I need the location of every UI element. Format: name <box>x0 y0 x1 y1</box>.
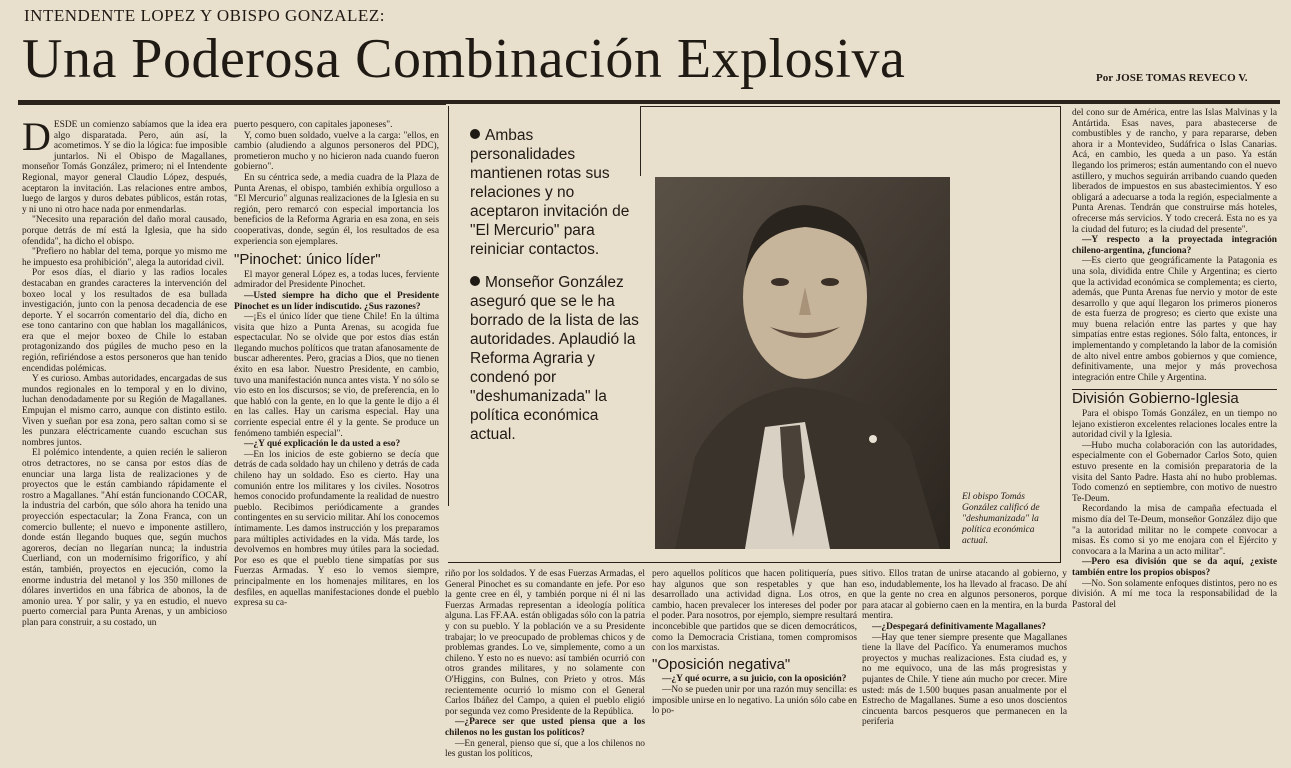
pullquote-box-right <box>640 106 641 176</box>
column-3 <box>445 569 645 765</box>
question: —¿Y qué explicación le da usted a eso? <box>244 439 401 450</box>
question: —¿Y qué ocurre, a su juicio, con la oposición? <box>662 674 847 685</box>
paragraph: —No se pueden unir por una razón muy sencilla: es imposible unirse en lo negativo. La unión sólo cabe en lo po- <box>652 684 857 717</box>
paragraph: —Hay que tener siempre presente que Magallanes tiene la llave del Pacífico. Ya enumeramos muchos proyectos y muchas realizaciones. Esta ciudad es, y no me equivoco, una de las más progresistas y pujantes de Chile. Y tiene aún mucho por crecer. Mire usted: más de 1.500 buques pasan anualmente por el Estrecho de Magallanes. Sume a eso unos doscientos cincuenta barcos pesqueros que permanecen en la periferia <box>862 632 1067 728</box>
pull-quote-text: Ambas personalidades mantienen rotas sus relaciones y no aceptaron invitación de "El Mercurio" para reiniciar contactos. <box>470 127 630 258</box>
question: —¿Despegará definitivamente Magallanes? <box>872 621 1046 632</box>
paragraph: Recordando la misa de campaña efectuada el mismo día del Te-Deum, monseñor González dijo que "a la autoridad militar no le compete convocar a misas. Es como si yo me enojara con el Ejército y convocara a la Marina a un acto militar". <box>1072 504 1277 557</box>
rule-left <box>18 104 446 105</box>
pull-quote-text: Monseñor González aseguró que se le ha borrado de la lista de las autoridades. Aplaudió la Reforma Agraria y condenó por "deshumanizada" la política económica actual. <box>470 274 639 443</box>
paragraph: —En los inicios de este gobierno se decía que detrás de cada soldado hay un chileno y detrás de cada chileno hay un soldado. Eso es cierto. Hay una comunión entre los militares y los civiles. Nosotros hemos conocido profundamente la realidad de nuestro pueblo. Recibimos periódicamente a grandes contingentes en su servicio militar. Ahí los conocemos íntimamente. Les damos instrucción y los preparamos para múltiples actividades en la vida. Más tarde, los devolvemos en hombres muy útiles para la sociedad. Por eso es que el pueblo tiene simpatías por sus Fuerzas Armadas. Y eso lo vemos siempre, principalmente en los homenajes militares, en los desfiles, en aquellas manifestaciones donde el pueblo expresa su ca- <box>234 449 439 609</box>
pull-quote <box>470 126 640 444</box>
pull-quote-item <box>470 126 640 259</box>
drop-cap: D <box>22 120 51 159</box>
paragraph: puerto pesquero, con capitales japoneses". <box>234 120 393 130</box>
question: —Pero esa división que se da aquí, ¿existe también entre los propios obispos? <box>1072 557 1277 578</box>
paragraph: —No. Son solamente enfoques distintos, pero no es división. A mí me toca la responsabilidad de la Pastoral del <box>1072 578 1277 610</box>
paragraph: En su céntrica sede, a media cuadra de la Plaza de Punta Arenas, el obispo, también exhibía orgulloso a "El Mercurio" algunas realizaciones de la Iglesia en su región, pero remarcó con especial importancia los beneficios de la Reforma Agraria en esa zona, en seis cooperativas, donde, según él, los resultados de esa experiencia son ejemplares. <box>234 172 439 247</box>
paragraph: pero aquellos políticos que hacen politiquería, pues hay algunos que son respetables y que han desarrollado una actividad digna. Los otros, en cambio, hacen prevalecer los intereses del poder por el poder. Para nosotros, por ejemplo, siempre resultará inconcebible que partidos que se dicen democráticos, como la Democracia Cristiana, tomen compromisos con los marxistas. <box>652 569 857 654</box>
pull-quote-item <box>470 273 640 444</box>
paragraph: —Hubo mucha colaboración con las autoridades, especialmente con el Gobernador Carlos Soto, quien estuvo presente en la comisión preparatoria de la visita del Santo Padre. Hasta ahí no hubo problemas. Todo comenzó en septiembre, con motivo de nuestro Te-Deum. <box>1072 440 1277 504</box>
paragraph: El mayor general López es, a todas luces, ferviente admirador del Presidente Pinochet. <box>234 269 439 291</box>
byline: Por JOSE TOMAS REVECO V. <box>1096 72 1248 84</box>
portrait-photo <box>655 177 950 549</box>
paragraph: "Prefiero no hablar del tema, porque yo mismo me he impuesto esa prohibición", alega la autoridad civil. <box>22 247 227 268</box>
paragraph: "Necesito una reparación del daño moral causado, porque detrás de mí está la Iglesia, que ha sido ofendida", ha dicho el obispo. <box>22 215 227 247</box>
paragraph: Y es curioso. Ambas autoridades, encargadas de sus mundos regionales en lo temporal y en lo divino, luchan denodadamente por su Región de Magallanes. Empujan el mismo carro, aunque con distinto estilo. Viven y sueñan por esa zona, pero saltan como si se les punzara eléctricamente cuando escuchan sus nombres juntos. <box>22 374 227 448</box>
photo-box-bottom <box>448 562 1061 563</box>
photo-caption: El obispo Tomás González calificó de "deshumanizada" la política económica actual. <box>962 492 1040 546</box>
photo-box-right <box>1060 106 1061 562</box>
column-1 <box>22 120 227 765</box>
bullet-icon <box>470 276 480 286</box>
subhead-division: División Gobierno-Iglesia <box>1072 390 1239 408</box>
headline: Una Poderosa Combinación Explosiva <box>22 28 906 90</box>
column-5 <box>862 569 1067 765</box>
question: —Usted siempre ha dicho que el Presidente Pinochet es un líder indiscutido. ¿Sus razones? <box>234 290 439 312</box>
bullet-icon <box>470 129 480 139</box>
subhead-oposicion: "Oposición negativa" <box>652 655 791 673</box>
column-4 <box>652 569 857 765</box>
question: —Y respecto a la proyectada integración chileno-argentina, ¿funciona? <box>1072 235 1277 256</box>
paragraph: Y, como buen soldado, vuelve a la carga: "ellos, en cambio (aludiendo a algunos personeros del PDC), prometieron mucho y no hicieron nada cuando fueron gobierno". <box>234 130 439 173</box>
column-6 <box>1072 108 1277 765</box>
photo-box-top <box>640 106 1060 107</box>
paragraph: Por esos días, el diario y las radios locales destacaban en grandes caracteres la intervención del boxeo local y los resultados de esa bullada investigación, junto con la penosa decadencia de ese deporte. Y el socarrón comentario del día, dicho en ese tono cantarino con que hablan los magallánicos, era que el mejor boxeo de Chile lo estaban protagonizando dos púgiles de mucho peso en la región, refiriéndose a estos personeros que han tenido encendidas polémicas. <box>22 268 227 374</box>
paragraph: sitivo. Ellos tratan de unirse atacando al gobierno, y eso, indudablemente, los ha llevado al fracaso. De ahí que la gente no crea en algunos personeros, porque para atacar al gobierno caen en la mentira, en la burda mentira. <box>862 569 1067 622</box>
paragraph: El polémico intendente, a quien recién le salieron otros detractores, no se cansa por estos días de enunciar una larga lista de realizaciones y de proyectos que le están cambiando rápidamente el rostro a Magallanes. "Ahí están funcionando COCAR, la industria del carbón, que sólo ahora ha tenido una proyección espectacular; la Zona Franca, con un comercio bullente; el nuevo e imponente astillero, donde están llegando buques que, según muchos agoreros, decían no llegarían nunca; la industria Cuerliand, con un modernísimo frigorífico, y ahí están, también, proyectos en ejecución, como la enorme industria del metanol y los 350 millones de dólares invertidos en una fábrica de abonos, la de amonio urea. Y por salir, y ya en estudio, el nuevo puerto comercial para Punta Arenas, y un ambicioso plan para construir, a su costado, un <box>22 448 227 628</box>
paragraph: —En general, pienso que sí, que a los chilenos no les gustan los políticos, <box>445 738 645 760</box>
paragraph: ESDE un comienzo sabíamos que la idea era algo disparatada. Pero, aún así, la acometimos. Y se dio la lógica: fue imposible juntarlos. Ni el Obispo de Magallanes, monseñor Tomás González, primero; ni el Intendente Regional, mayor general Claudio López, después, aceptaron la invitación. Las relaciones entre ambos, luego de largos y duros debates públicos, están rotas, y ni uno ni otro hace nada por enmendarlas. <box>22 120 227 215</box>
question: —¿Parece ser que usted piensa que a los chilenos no les gustan los políticos? <box>445 717 645 738</box>
portrait-illustration <box>655 177 950 549</box>
paragraph: —¡Es el único líder que tiene Chile! En la última visita que hizo a Punta Arenas, su acogida fue espectacular. No se olvide que por estos días están llegando muchos políticos que tratan afanosamente de buscar adherentes. Pero, gracias a Dios, que no tienen éxito en esa labor. Nuestro Presidente, en cambio, tuvo una manifestación nunca antes vista. Y no sólo se vio esto en los discursos; se vio, de preferencia, en lo que habló con la gente, en lo que la gente le dijo a él en las calles. Hay un carisma especial. Hay una corriente especial entre él y la gente. Se produce un fenómeno también especial". <box>234 312 439 439</box>
subhead-pinochet: "Pinochet: único líder" <box>234 251 381 269</box>
paragraph: riño por los soldados. Y de esas Fuerzas Armadas, el General Pinochet es su comandante en jefe. Por eso la gente cree en él, y también porque ni él ni las Fuerzas Armadas representan a ideología política alguna. Las FF.AA. están obligadas sólo con la patria y con su pueblo. Y la población ve a su Presidente trabajar; lo ve preocupado de problemas chicos y de problemas grandes. Lo ve, simplemente, como a un chileno. Y esto no es nuevo: así también ocurrió con otros grandes militares, y no solamente con O'Higgins, con Bulnes, con Prieto y otros. Más recientemente ocurrió lo mismo con el General Carlos Ibáñez del Campo, a quien el pueblo eligió por segunda vez como Presidente de la República. <box>445 569 645 717</box>
kicker: INTENDENTE LOPEZ Y OBISPO GONZALEZ: <box>24 6 385 25</box>
paragraph: del cono sur de América, entre las Islas Malvinas y la Antártida. Esas naves, para abastecerse de combustibles y de rancho, y para repararse, deben ahora ir a Montevideo, Sudáfrica o Islas Canarias. Acá, en cambio, les queda a un paso. Ya están llegando los primeros; están aumentando con el nuevo astillero, y muchos seguirán arribando cuando queden liberados de impuestos en sus abastecimientos. Y eso obligará a adecuarse a toda la región, especialmente a Punta Arenas. Tendrán que construirse más hoteles, ofrecerse más servicios. Y todo crecerá. Esta no es ya la ciudad del futuro; es la ciudad del presente". <box>1072 108 1277 235</box>
pullquote-box-left <box>448 106 449 506</box>
paragraph: —Es cierto que geográficamente la Patagonia es una sola, dividida entre Chile y Argentina; es cierto que la actividad económica se complementa; es cierto, además, que Punta Arenas fue nervio y motor de este desarrollo y que aquí llegaron los primeros pioneros de esta fuerza de progreso; es cierto que existe una muy buena relación entre las partes y que hay simpatías entre estas regiones. Sólo falta, entonces, ir implementando y completando la labor de la comisión de alto nivel entre ambos gobiernos y que comience, definitivamente, una mejor y más provechosa integración entre Chile y Argentina. <box>1072 256 1277 383</box>
column-2 <box>234 120 439 765</box>
paragraph: Para el obispo Tomás González, en un tiempo no lejano existieron excelentes relaciones locales entre la autoridad civil y la Iglesia. <box>1072 409 1277 441</box>
